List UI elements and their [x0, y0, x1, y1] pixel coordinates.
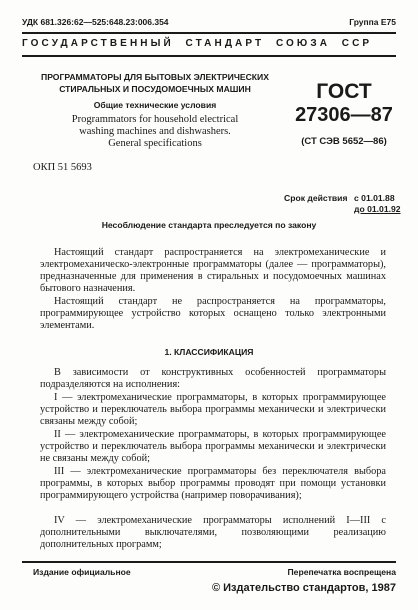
- standard-banner: ГОСУДАРСТВЕННЫЙ СТАНДАРТ СОЮЗА ССР: [22, 38, 373, 49]
- title-en-line2: washing machines and dishwashers.: [79, 126, 231, 137]
- validity-label: Срок действия: [284, 193, 348, 203]
- classification-item-4: IV — электромеханические программаторы исполнений I—III с дополнительными выключателями, позволяющими реализацию дополнительных программ;: [40, 515, 386, 550]
- header-rule-bottom: [22, 55, 396, 57]
- subtitle-ru: Общие технические условия: [93, 100, 217, 110]
- title-en-line1: Programmators for household electrical: [71, 114, 239, 125]
- intro-paragraph-2: Настоящий стандарт не распространяется на программаторы, программирующее устройство которых оснащено только электронными элементами.: [40, 296, 386, 331]
- validity-to: до 01.01.92: [354, 204, 401, 214]
- classification-item-1: I — электромеханические программаторы, в которых программирующее устройство и переключатель выбора программы механически и электрически связаны между собой;: [40, 392, 386, 427]
- gost-label: ГОСТ: [316, 80, 372, 103]
- title-ru-line1: ПРОГРАММАТОРЫ ДЛЯ БЫТОВЫХ ЭЛЕКТРИЧЕСКИХ: [41, 72, 269, 82]
- copyright-notice: © Издательство стандартов, 1987: [211, 582, 396, 594]
- okp-code: ОКП 51 5693: [33, 162, 92, 173]
- section-heading: 1. КЛАССИФИКАЦИЯ: [164, 347, 254, 357]
- gost-number: 27306—87: [295, 104, 393, 126]
- title-en-line3: General specifications: [108, 138, 202, 149]
- classification-item-3: III — электромеханические программаторы без переключателя выбора программы, в которых выбор программы проводят при помощи установки программирующего устройства (например поворачивания);: [40, 466, 386, 501]
- section-lead: В зависимости от конструктивных особенностей программаторы подразделяются на исполнения:: [40, 367, 386, 390]
- st-sev-reference: (СТ СЭВ 5652—86): [301, 136, 387, 147]
- classification-item-2: II — электромеханические программаторы, в которых программирующее устройство и переключатель выбора программы механически и электрически не связаны между собой;: [40, 429, 386, 464]
- udk-code: УДК 681.326:62—525:648.23:006.354: [22, 17, 169, 27]
- validity-from: с 01.01.88: [354, 193, 395, 203]
- header-rule-top: [22, 32, 396, 34]
- intro-paragraph-1: Настоящий стандарт распространяется на электромеханические и электромеханическо-электронные программаторы (далее — программаторы), предназначенные для применения в стиральных и посудомоечных машинах бытового назначения.: [40, 247, 386, 294]
- reprint-notice: Перепечатка воспрещена: [287, 567, 396, 577]
- edition-label: Издание официальное: [33, 567, 131, 577]
- legal-warning: Несоблюдение стандарта преследуется по закону: [101, 220, 317, 230]
- title-ru-line2: СТИРАЛЬНЫХ И ПОСУДОМОЕЧНЫХ МАШИН: [59, 84, 251, 94]
- group-code: Группа Е75: [349, 17, 396, 27]
- footer-rule: [22, 561, 396, 563]
